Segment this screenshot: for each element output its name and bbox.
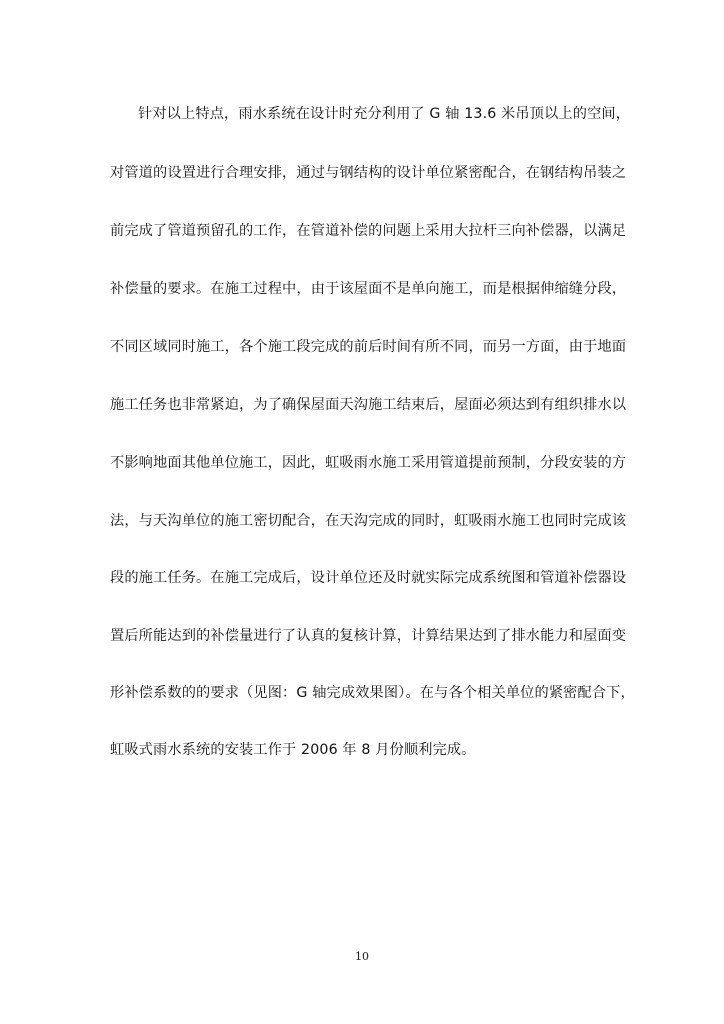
paragraph-line: 施工任务也非常紧迫，为了确保屋面天沟施工结束后，屋面必须达到有组织排水以 [110,397,627,413]
page-number: 10 [355,950,369,963]
paragraph-line: 对管道的设置进行合理安排，通过与钢结构的设计单位紧密配合，在钢结构吊装之 [110,165,627,181]
paragraph-line: 前完成了管道预留孔的工作，在管道补偿的问题上采用大拉杆三向补偿器，以满足 [110,223,627,239]
paragraph-line: 补偿量的要求。在施工过程中，由于该屋面不是单向施工，而是根据伸缩缝分段， [110,281,627,297]
paragraph-line: 形补偿系数的的要求（见图：G 轴完成效果图）。在与各个相关单位的紧密配合下， [110,685,635,701]
paragraph-line: 不同区域同时施工，各个施工段完成的前后时间有所不同，而另一方面，由于地面 [110,339,627,355]
paragraph-line: 置后所能达到的补偿量进行了认真的复核计算，计算结果达到了排水能力和屋面变 [110,628,627,644]
paragraph-line: 不影响地面其他单位施工，因此，虹吸雨水施工采用管道提前预制，分段安装的方 [110,455,627,471]
paragraph-line: 针对以上特点，雨水系统在设计时充分利用了 G 轴 13.6 米吊顶以上的空间， [138,106,631,122]
paragraph-line: 法，与天沟单位的施工密切配合，在天沟完成的同时，虹吸雨水施工也同时完成该 [110,513,627,529]
paragraph-line: 虹吸式雨水系统的安装工作于 2006 年 8 月份顺利完成。 [110,742,476,758]
paragraph-line: 段的施工任务。在施工完成后，设计单位还及时就实际完成系统图和管道补偿器设 [110,570,627,586]
